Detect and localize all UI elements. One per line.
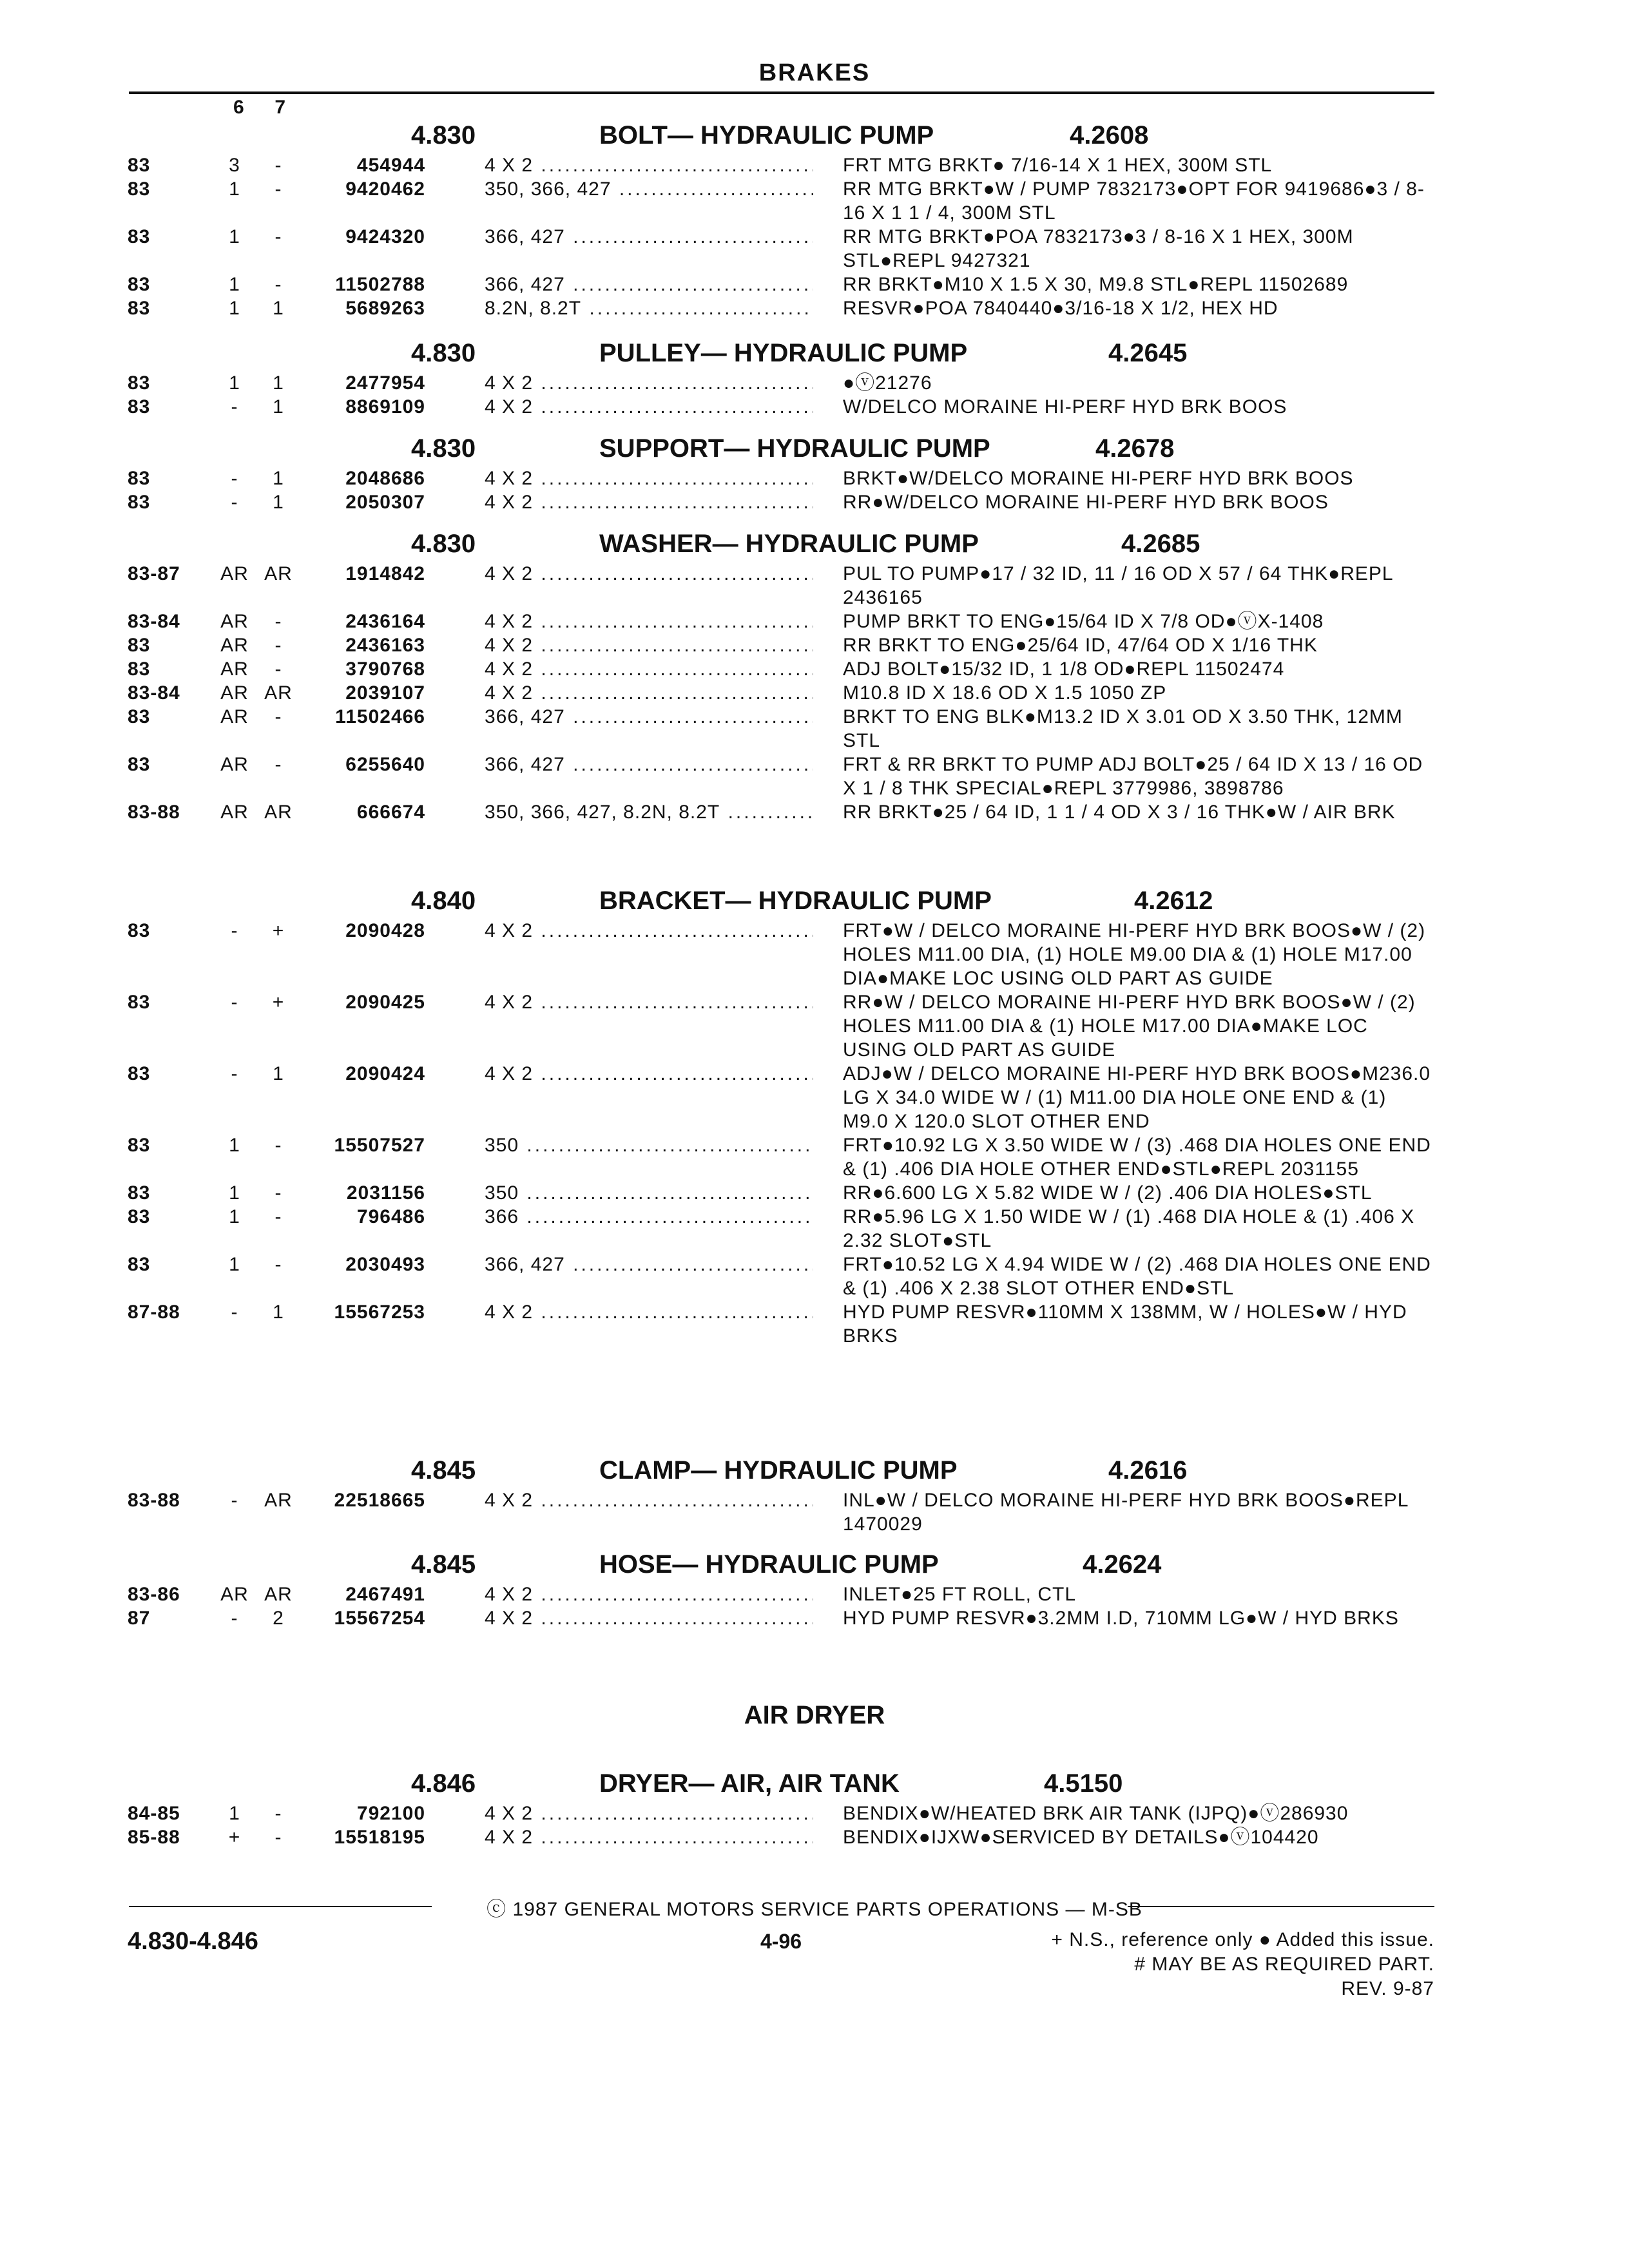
parts-row <box>0 1300 1629 1348</box>
qty-col-6: - <box>231 992 238 1013</box>
section-code: 4.5150 <box>1044 1769 1123 1798</box>
model-year: 85-88 <box>128 1827 180 1848</box>
part-description: RR●W / DELCO MORAINE HI-PERF HYD BRK BOOS●W / (2) HOLES M11.00 DIA & (1) HOLE M17.00 DIA●MAKE LOC USING OLD PART AS GUIDE <box>843 992 1416 1061</box>
section-number: 4.845 <box>411 1456 476 1485</box>
section-dryer <box>0 1765 1629 1849</box>
model-year: 83 <box>128 1063 151 1084</box>
qty-col-7: AR <box>264 802 293 823</box>
part-number: 15567253 <box>334 1302 425 1323</box>
qty-col-6: - <box>231 1490 238 1511</box>
model-year: 83 <box>128 298 151 319</box>
section-code: 4.2624 <box>1083 1550 1162 1579</box>
footer-note-legend: + N.S., reference only ● Added this issue. <box>1051 1929 1434 1950</box>
part-description: HYD PUMP RESVR●110MM X 138MM, W / HOLES●W / HYD BRKS <box>843 1302 1407 1347</box>
model-year: 83 <box>128 992 151 1013</box>
part-description: INLET●25 FT ROLL, CTL <box>843 1584 1077 1605</box>
parts-row <box>0 296 1629 320</box>
qty-col-6: 1 <box>229 1254 240 1275</box>
parts-row <box>0 153 1629 177</box>
qty-col-6: 3 <box>229 155 240 176</box>
qty-col-6: AR <box>220 635 249 656</box>
part-description: PUL TO PUMP●17 / 32 ID, 11 / 16 OD X 57 / 64 THK●REPL 2436165 <box>843 563 1393 608</box>
model-year: 83 <box>128 492 151 513</box>
part-description: BENDIX●W/HEATED BRK AIR TANK (IJPQ)●ⓥ286930 <box>843 1803 1349 1824</box>
section-number: 4.830 <box>411 121 476 149</box>
section-name: CLAMP— HYDRAULIC PUMP <box>599 1456 958 1485</box>
parts-row <box>0 657 1629 681</box>
qty-col-7: - <box>275 155 282 176</box>
part-description: RR●5.96 LG X 1.50 WIDE W / (1) .468 DIA HOLE & (1) .406 X 2.32 SLOT●STL <box>843 1206 1415 1251</box>
qty-col-6: 1 <box>229 298 240 319</box>
application: 4 X 2 ..... <box>485 990 813 1014</box>
section-number: 4.830 <box>411 339 476 367</box>
section-code: 4.2645 <box>1108 339 1188 367</box>
part-description: FRT●10.52 LG X 4.94 WIDE W / (2) .468 DIA HOLES ONE END & (1) .406 X 2.38 SLOT OTHER END●STL <box>843 1254 1431 1299</box>
application: 4 X 2 ..... <box>485 1582 813 1606</box>
page-title: BRAKES <box>758 59 871 86</box>
section-heading <box>0 1452 1629 1488</box>
parts-row <box>0 562 1629 610</box>
qty-col-7: - <box>275 1254 282 1275</box>
part-number: 2467491 <box>345 1584 425 1605</box>
part-description: RR MTG BRKT●POA 7832173●3 / 8-16 X 1 HEX, 300M STL●REPL 9427321 <box>843 226 1354 271</box>
application: 366, 427 ..... <box>485 225 813 249</box>
header-rule <box>129 91 1434 94</box>
qty-col-6: AR <box>220 563 249 584</box>
qty-col-7: - <box>275 754 282 775</box>
model-year: 83 <box>128 1182 151 1204</box>
qty-col-7: AR <box>264 1490 293 1511</box>
model-year: 83 <box>128 754 151 775</box>
qty-col-6: - <box>231 1608 238 1629</box>
part-number: 8869109 <box>345 396 425 418</box>
application: 366, 427 ..... <box>485 705 813 729</box>
qty-col-6: 1 <box>229 274 240 295</box>
qty-col-7: - <box>275 658 282 680</box>
footer-note-revision: REV. 9-87 <box>1341 1978 1434 1999</box>
footer-page-number: 4-96 <box>760 1930 802 1953</box>
part-description: RESVR●POA 7840440●3/16-18 X 1/2, HEX HD <box>843 298 1278 319</box>
column-header-6: 6 <box>233 97 244 118</box>
qty-col-7: - <box>275 1135 282 1156</box>
model-year: 83 <box>128 155 151 176</box>
application: 4 X 2 ..... <box>485 1488 813 1512</box>
qty-col-7: 1 <box>273 492 284 513</box>
model-year: 83 <box>128 1206 151 1227</box>
section-code: 4.2616 <box>1108 1456 1188 1485</box>
application: 4 X 2 ..... <box>485 610 813 633</box>
part-number: 2039107 <box>345 682 425 704</box>
qty-col-6: 1 <box>229 372 240 394</box>
model-year: 83 <box>128 396 151 418</box>
qty-col-6: - <box>231 1302 238 1323</box>
part-number: 666674 <box>356 802 425 823</box>
qty-col-6: - <box>231 920 238 941</box>
section-number: 4.830 <box>411 530 476 558</box>
application: 4 X 2 ..... <box>485 466 813 490</box>
model-year: 84-85 <box>128 1803 180 1824</box>
qty-col-7: - <box>275 1206 282 1227</box>
part-description: RR MTG BRKT●W / PUMP 7832173●OPT FOR 9419686●3 / 8-16 X 1 1 / 4, 300M STL <box>843 178 1425 224</box>
qty-col-7: AR <box>264 563 293 584</box>
part-number: 2048686 <box>345 468 425 489</box>
part-description: RR●6.600 LG X 5.82 WIDE W / (2) .406 DIA HOLES●STL <box>843 1182 1373 1204</box>
qty-col-7: - <box>275 635 282 656</box>
part-number: 792100 <box>356 1803 425 1824</box>
part-number: 15507527 <box>334 1135 425 1156</box>
section-heading <box>0 883 1629 919</box>
parts-row <box>0 1181 1629 1205</box>
qty-col-6: 1 <box>229 1206 240 1227</box>
part-number: 5689263 <box>345 298 425 319</box>
application: 350, 366, 427, 8.2N, 8.2T ..... <box>485 800 813 824</box>
model-year: 83 <box>128 658 151 680</box>
part-number: 2030493 <box>345 1254 425 1275</box>
parts-row <box>0 681 1629 705</box>
section-0 <box>0 117 1629 320</box>
application: 350 ..... <box>485 1133 813 1157</box>
qty-col-7: AR <box>264 1584 293 1605</box>
qty-col-7: AR <box>264 682 293 704</box>
section-code: 4.2685 <box>1121 530 1200 558</box>
part-description: RR BRKT●25 / 64 ID, 1 1 / 4 OD X 3 / 16 THK●W / AIR BRK <box>843 802 1396 823</box>
model-year: 83 <box>128 372 151 394</box>
application: 350 ..... <box>485 1181 813 1205</box>
section-number: 4.840 <box>411 887 476 915</box>
application: 8.2N, 8.2T ..... <box>485 296 813 320</box>
part-description: ADJ●W / DELCO MORAINE HI-PERF HYD BRK BOOS●M236.0 LG X 34.0 WIDE W / (1) M11.00 DIA HOLE ONE END & (1) M9.0 X 120.0 SLOT OTHER END <box>843 1063 1431 1132</box>
model-year: 83-84 <box>128 682 180 704</box>
footer-section-range: 4.830-4.846 <box>128 1928 258 1955</box>
application: 4 X 2 ..... <box>485 490 813 514</box>
section-2 <box>0 430 1629 514</box>
part-number: 15567254 <box>334 1608 425 1629</box>
column-headers <box>233 97 311 119</box>
parts-row <box>0 1825 1629 1849</box>
application: 366 ..... <box>485 1205 813 1229</box>
qty-col-7: 1 <box>273 396 284 418</box>
qty-col-6: AR <box>220 754 249 775</box>
application: 4 X 2 ..... <box>485 1300 813 1324</box>
application: 4 X 2 ..... <box>485 633 813 657</box>
part-number: 2436163 <box>345 635 425 656</box>
part-number: 15518195 <box>334 1827 425 1848</box>
model-year: 83 <box>128 226 151 247</box>
parts-row <box>0 633 1629 657</box>
part-number: 1914842 <box>345 563 425 584</box>
qty-col-6: AR <box>220 1584 249 1605</box>
part-description: BENDIX●IJXW●SERVICED BY DETAILS●ⓥ104420 <box>843 1827 1319 1848</box>
qty-col-7: - <box>275 274 282 295</box>
qty-col-6: 1 <box>229 226 240 247</box>
qty-col-7: 1 <box>273 1063 284 1084</box>
qty-col-6: AR <box>220 802 249 823</box>
section-number: 4.845 <box>411 1550 476 1579</box>
part-description: INL●W / DELCO MORAINE HI-PERF HYD BRK BOOS●REPL 1470029 <box>843 1490 1409 1535</box>
application: 4 X 2 ..... <box>485 371 813 395</box>
qty-col-6: - <box>231 492 238 513</box>
model-year: 83 <box>128 706 151 727</box>
part-number: 11502466 <box>335 706 425 727</box>
qty-col-7: - <box>275 178 282 200</box>
qty-col-6: 1 <box>229 1182 240 1204</box>
part-description: BRKT●W/DELCO MORAINE HI-PERF HYD BRK BOOS <box>843 468 1354 489</box>
application: 366, 427 ..... <box>485 1253 813 1276</box>
parts-row <box>0 225 1629 273</box>
air-dryer-heading: AIR DRYER <box>744 1701 885 1729</box>
parts-row <box>0 1582 1629 1606</box>
part-description: W/DELCO MORAINE HI-PERF HYD BRK BOOS <box>843 396 1287 418</box>
model-year: 83 <box>128 920 151 941</box>
qty-col-7: - <box>275 1827 282 1848</box>
part-description: RR BRKT TO ENG●25/64 ID, 47/64 OD X 1/16 THK <box>843 635 1318 656</box>
section-heading <box>0 430 1629 466</box>
model-year: 83 <box>128 178 151 200</box>
part-description: FRT●10.92 LG X 3.50 WIDE W / (3) .468 DIA HOLES ONE END & (1) .406 DIA HOLE OTHER END●STL●REPL 2031155 <box>843 1135 1431 1180</box>
model-year: 83 <box>128 635 151 656</box>
application: 4 X 2 ..... <box>485 395 813 419</box>
application: 4 X 2 ..... <box>485 681 813 705</box>
application: 4 X 2 ..... <box>485 562 813 586</box>
qty-col-7: 1 <box>273 468 284 489</box>
application: 4 X 2 ..... <box>485 1825 813 1849</box>
section-heading <box>0 117 1629 153</box>
footer-copyright: ⓒ 1987 GENERAL MOTORS SERVICE PARTS OPERATIONS — M-SB <box>487 1899 1142 1920</box>
parts-row <box>0 1253 1629 1300</box>
parts-row <box>0 273 1629 296</box>
section-code: 4.2678 <box>1095 434 1175 463</box>
part-description: FRT MTG BRKT● 7/16-14 X 1 HEX, 300M STL <box>843 155 1273 176</box>
part-description: ADJ BOLT●15/32 ID, 1 1/8 OD●REPL 11502474 <box>843 658 1285 680</box>
parts-row <box>0 990 1629 1062</box>
qty-col-6: 1 <box>229 178 240 200</box>
model-year: 87 <box>128 1608 151 1629</box>
part-number: 6255640 <box>345 754 425 775</box>
part-description: FRT & RR BRKT TO PUMP ADJ BOLT●25 / 64 ID X 13 / 16 OD X 1 / 8 THK SPECIAL●REPL 3779986, 3898786 <box>843 754 1423 799</box>
section-name: SUPPORT— HYDRAULIC PUMP <box>599 434 990 463</box>
qty-col-7: - <box>275 611 282 632</box>
section-6 <box>0 1546 1629 1630</box>
part-number: 2436164 <box>345 611 425 632</box>
qty-col-6: AR <box>220 706 249 727</box>
qty-col-6: - <box>231 396 238 418</box>
section-name: HOSE— HYDRAULIC PUMP <box>599 1550 939 1579</box>
qty-col-7: 1 <box>273 1302 284 1323</box>
parts-row <box>0 177 1629 225</box>
application: 4 X 2 ..... <box>485 1062 813 1086</box>
section-heading <box>0 1765 1629 1802</box>
qty-col-6: + <box>228 1827 241 1848</box>
qty-col-6: - <box>231 468 238 489</box>
section-code: 4.2608 <box>1070 121 1149 149</box>
application: 350, 366, 427 ..... <box>485 177 813 201</box>
part-description: PUMP BRKT TO ENG●15/64 ID X 7/8 OD●ⓥX-1408 <box>843 611 1324 632</box>
section-heading <box>0 1546 1629 1582</box>
parts-row <box>0 1062 1629 1133</box>
section-4 <box>0 883 1629 1348</box>
qty-col-7: - <box>275 1182 282 1204</box>
model-year: 83-84 <box>128 611 180 632</box>
footer-notes <box>1051 1928 1434 2001</box>
section-name: WASHER— HYDRAULIC PUMP <box>599 530 979 558</box>
section-name: PULLEY— HYDRAULIC PUMP <box>599 339 968 367</box>
parts-row <box>0 1802 1629 1825</box>
section-heading <box>0 526 1629 562</box>
part-number: 9424320 <box>345 226 425 247</box>
parts-row <box>0 466 1629 490</box>
qty-col-6: AR <box>220 658 249 680</box>
part-number: 2477954 <box>345 372 425 394</box>
section-number: 4.830 <box>411 434 476 463</box>
section-name: BRACKET— HYDRAULIC PUMP <box>599 887 992 915</box>
application: 366, 427 ..... <box>485 273 813 296</box>
model-year: 83 <box>128 274 151 295</box>
model-year: 83-87 <box>128 563 180 584</box>
model-year: 83 <box>128 468 151 489</box>
application: 4 X 2 ..... <box>485 1802 813 1825</box>
footer-note-as-required: # MAY BE AS REQUIRED PART. <box>1134 1954 1434 1975</box>
application: 4 X 2 ..... <box>485 919 813 943</box>
part-number: 2050307 <box>345 492 425 513</box>
application: 4 X 2 ..... <box>485 1606 813 1630</box>
qty-col-7: 1 <box>273 372 284 394</box>
qty-col-7: - <box>275 226 282 247</box>
part-description: ●ⓥ21276 <box>843 372 932 394</box>
part-number: 11502788 <box>335 274 425 295</box>
qty-col-6: AR <box>220 611 249 632</box>
part-description: HYD PUMP RESVR●3.2MM I.D, 710MM LG●W / HYD BRKS <box>843 1608 1399 1629</box>
qty-col-6: 1 <box>229 1803 240 1824</box>
part-number: 2090428 <box>345 920 425 941</box>
parts-row <box>0 490 1629 514</box>
qty-col-6: 1 <box>229 1135 240 1156</box>
parts-row <box>0 919 1629 990</box>
model-year: 83-88 <box>128 1490 180 1511</box>
parts-row <box>0 753 1629 800</box>
part-number: 9420462 <box>345 178 425 200</box>
section-name: BOLT— HYDRAULIC PUMP <box>599 121 934 149</box>
section-name: DRYER— AIR, AIR TANK <box>599 1769 900 1798</box>
section-5 <box>0 1452 1629 1536</box>
section-1 <box>0 335 1629 419</box>
part-description: BRKT TO ENG BLK●M13.2 ID X 3.01 OD X 3.50 THK, 12MM STL <box>843 706 1403 751</box>
part-number: 3790768 <box>345 658 425 680</box>
qty-col-7: + <box>272 992 285 1013</box>
qty-col-6: - <box>231 1063 238 1084</box>
qty-col-7: - <box>275 1803 282 1824</box>
parts-row <box>0 1205 1629 1253</box>
application: 366, 427 ..... <box>485 753 813 776</box>
qty-col-7: + <box>272 920 285 941</box>
parts-row <box>0 1606 1629 1630</box>
parts-row <box>0 800 1629 824</box>
parts-row <box>0 371 1629 395</box>
part-description: RR●W/DELCO MORAINE HI-PERF HYD BRK BOOS <box>843 492 1329 513</box>
section-3 <box>0 526 1629 824</box>
model-year: 83 <box>128 1254 151 1275</box>
part-number: 796486 <box>356 1206 425 1227</box>
part-description: RR BRKT●M10 X 1.5 X 30, M9.8 STL●REPL 11502689 <box>843 274 1349 295</box>
model-year: 83 <box>128 1135 151 1156</box>
parts-row <box>0 610 1629 633</box>
part-description: FRT●W / DELCO MORAINE HI-PERF HYD BRK BOOS●W / (2) HOLES M11.00 DIA, (1) HOLE M9.00 DIA & (1) HOLE M17.00 DIA●MAKE LOC USING OLD PART AS GUIDE <box>843 920 1426 989</box>
model-year: 83-88 <box>128 802 180 823</box>
parts-row <box>0 395 1629 419</box>
qty-col-7: 1 <box>273 298 284 319</box>
column-header-7: 7 <box>275 97 286 118</box>
section-number: 4.846 <box>411 1769 476 1798</box>
section-code: 4.2612 <box>1134 887 1213 915</box>
section-heading <box>0 335 1629 371</box>
parts-row <box>0 705 1629 753</box>
model-year: 87-88 <box>128 1302 180 1323</box>
part-number: 2031156 <box>346 1182 425 1204</box>
part-description: M10.8 ID X 18.6 OD X 1.5 1050 ZP <box>843 682 1167 704</box>
application: 4 X 2 ..... <box>485 153 813 177</box>
parts-row <box>0 1488 1629 1536</box>
qty-col-7: 2 <box>273 1608 284 1629</box>
part-number: 2090424 <box>345 1063 425 1084</box>
part-number: 22518665 <box>334 1490 425 1511</box>
part-number: 454944 <box>356 155 425 176</box>
model-year: 83-86 <box>128 1584 180 1605</box>
parts-row <box>0 1133 1629 1181</box>
qty-col-6: AR <box>220 682 249 704</box>
part-number: 2090425 <box>345 992 425 1013</box>
qty-col-7: - <box>275 706 282 727</box>
application: 4 X 2 ..... <box>485 657 813 681</box>
